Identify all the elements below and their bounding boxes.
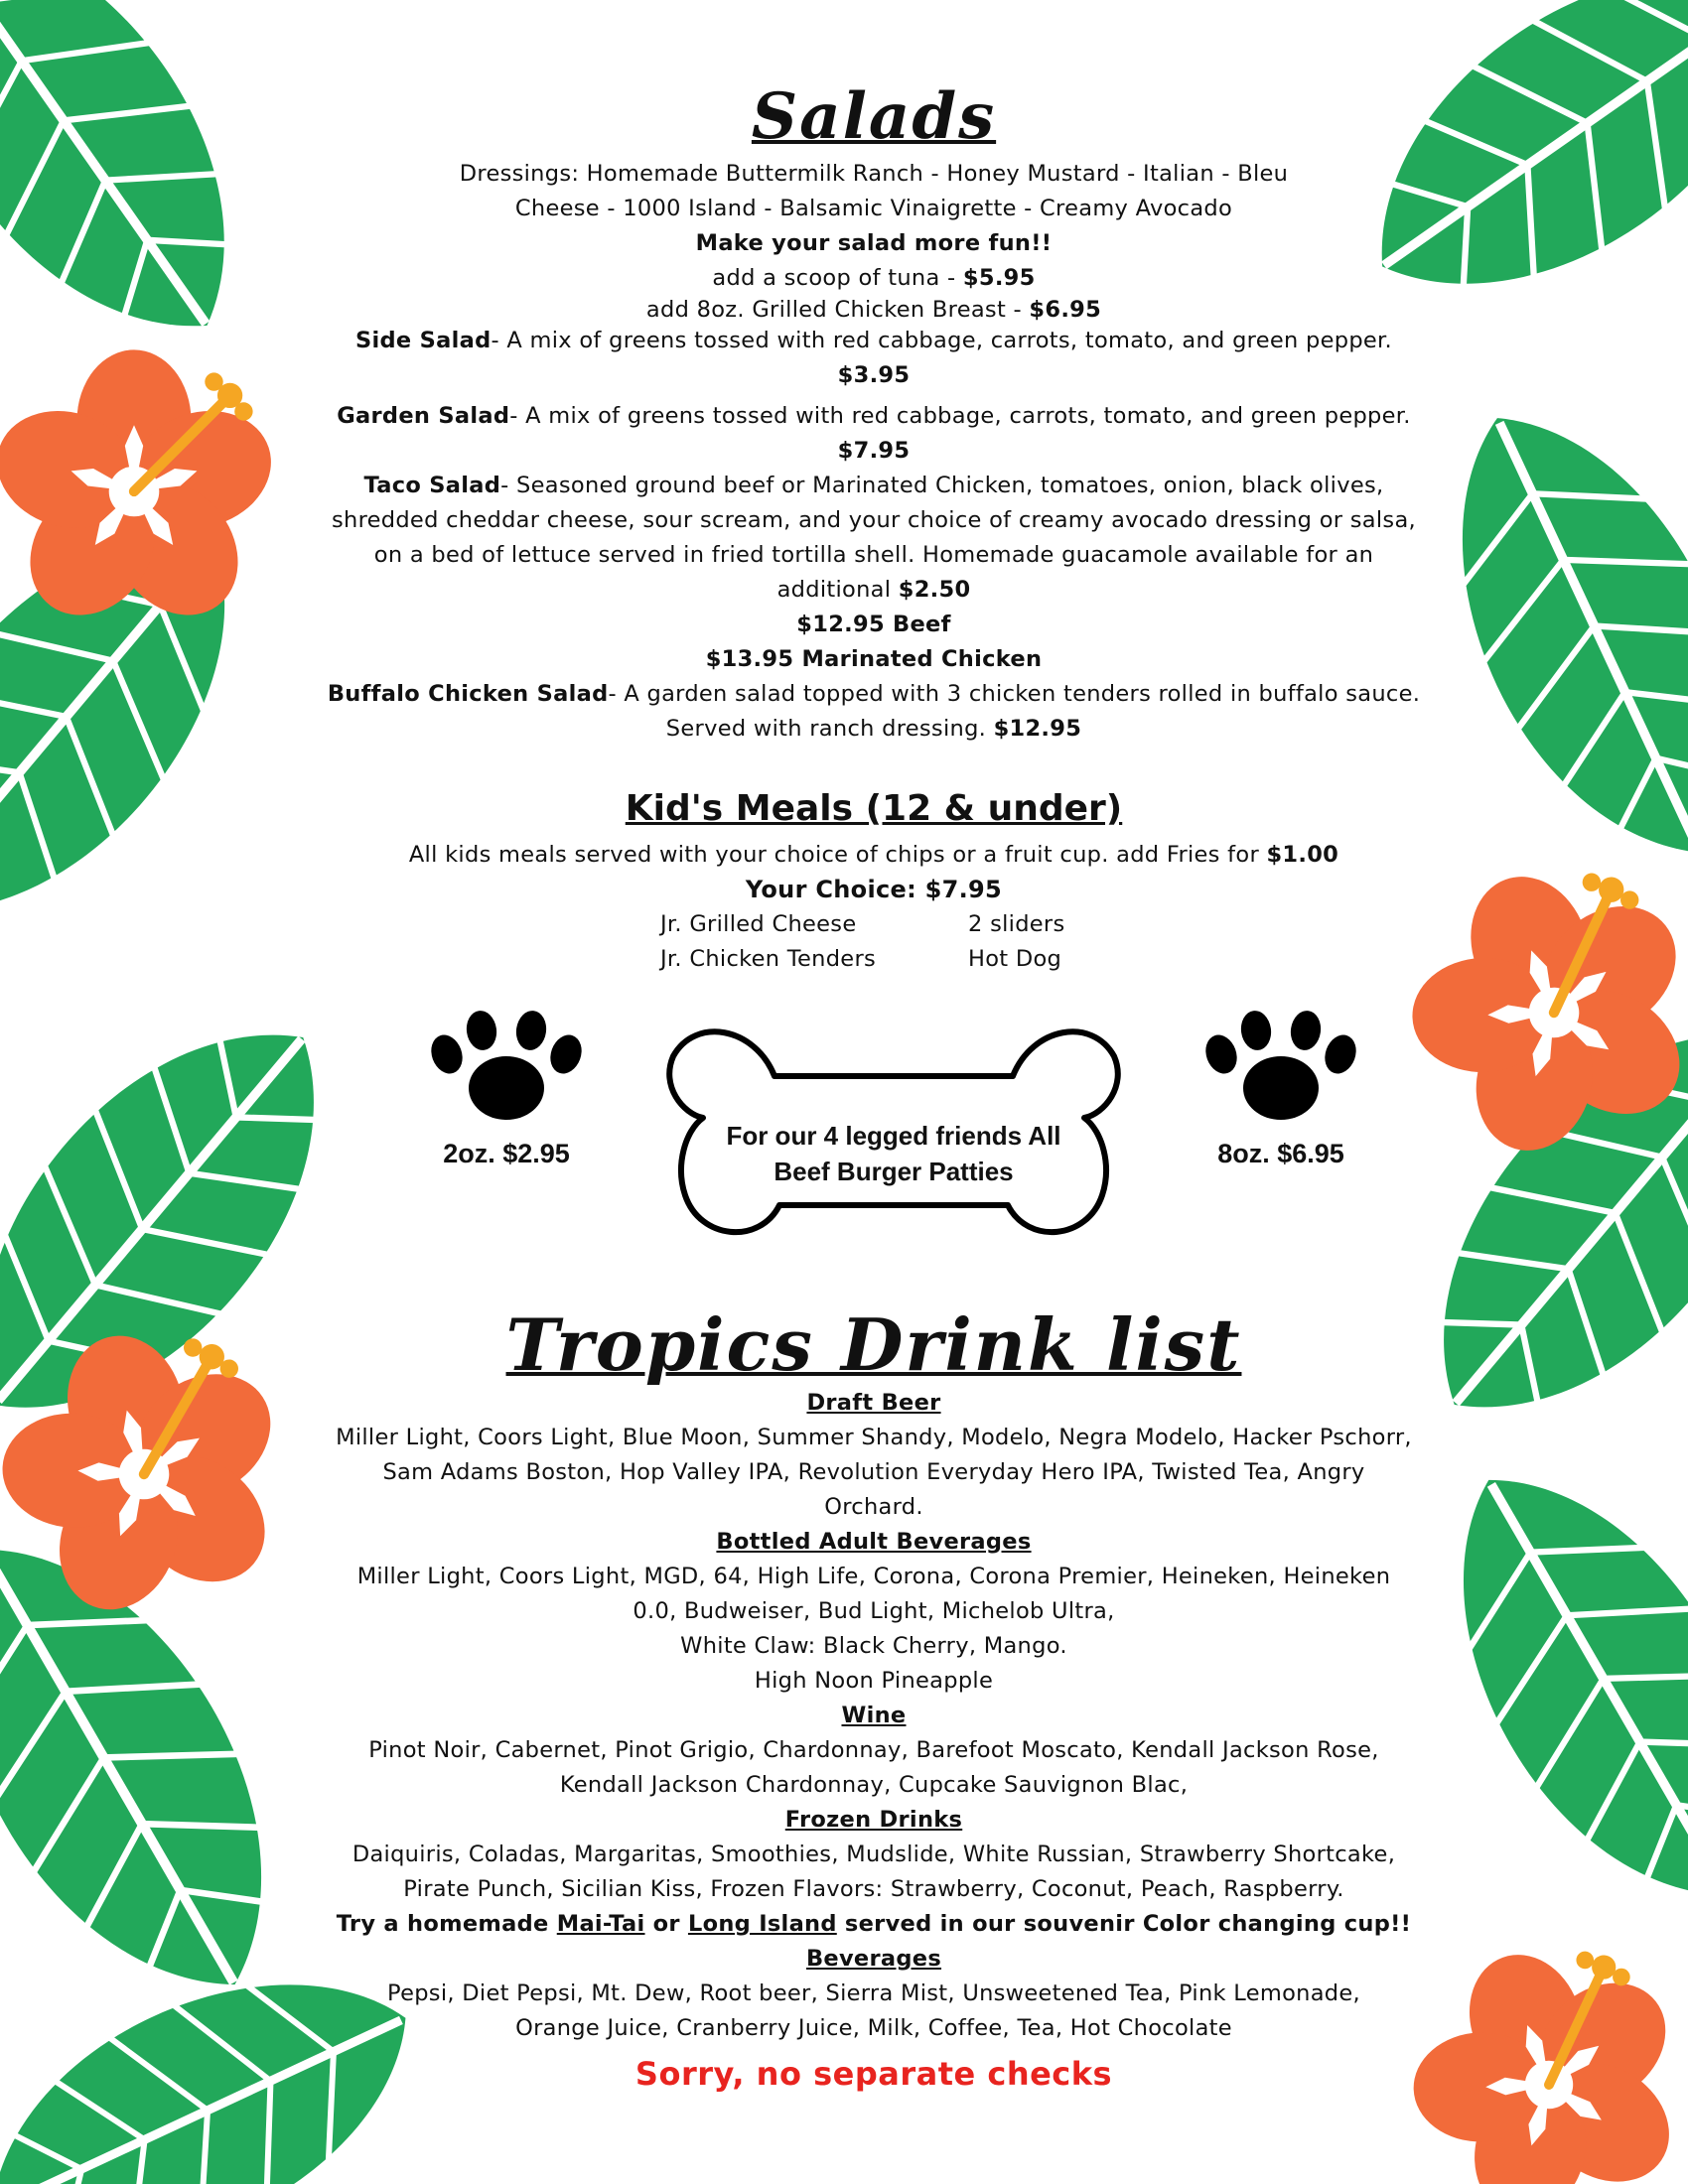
garden-salad-desc: Garden Salad- A mix of greens tossed with red cabbage, carrots, tomato, and green pepper. — [337, 403, 1411, 429]
wine-line-2: Kendall Jackson Chardonnay, Cupcake Sauvignon Blac, — [559, 1772, 1189, 1798]
dog-patty-text — [655, 1118, 1132, 1189]
frozen-heading: Frozen Drinks — [784, 1807, 963, 1833]
kids-meals-desc: All kids meals served with your choice of chips or a fruit cup. add Fries for $1.00 — [408, 842, 1339, 868]
taco-salad-desc-1: Taco Salad- Seasoned ground beef or Marinated Chicken, tomatoes, onion, black olives, — [363, 473, 1384, 498]
dressings-line-2: Cheese - 1000 Island - Balsamic Vinaigrette - Creamy Avocado — [514, 196, 1233, 221]
draft-beer-line-1: Miller Light, Coors Light, Blue Moon, Summer Shandy, Modelo, Negra Modelo, Hacker Pschorr, — [336, 1425, 1412, 1450]
salads-title: Salads — [751, 79, 997, 154]
taco-salad-desc-3: on a bed of lettuce served in fried tortilla shell. Homemade guacamole available for an — [373, 542, 1374, 568]
souvenir-cup-line: Try a homemade Mai-Tai or Long Island served in our souvenir Color changing cup!! — [336, 1911, 1412, 1937]
no-separate-checks-notice: Sorry, no separate checks — [634, 2055, 1113, 2093]
taco-salad-desc-4: additional $2.50 — [776, 577, 971, 603]
large-patty-block — [1182, 1011, 1380, 1169]
dog-text-line-2: Beef Burger Patties — [774, 1157, 1014, 1186]
dog-text-line-1: For our 4 legged friends All — [726, 1121, 1061, 1151]
kids-items — [268, 907, 1479, 977]
bottled-line-3: White Claw: Black Cherry, Mango. — [680, 1633, 1067, 1659]
wine-heading: Wine — [841, 1703, 907, 1728]
dog-menu-section — [268, 1007, 1479, 1304]
add-tuna-line: add a scoop of tuna - $5.95 — [712, 265, 1036, 291]
beverages-line-1: Pepsi, Diet Pepsi, Mt. Dew, Root beer, Sierra Mist, Unsweetened Tea, Pink Lemonade, — [387, 1980, 1360, 2006]
bottled-line-1: Miller Light, Coors Light, MGD, 64, High Life, Corona, Corona Premier, Heineken, Heineken — [356, 1564, 1391, 1589]
menu-content — [268, 0, 1479, 2096]
bottled-line-2: 0.0, Budweiser, Bud Light, Michelob Ultra, — [633, 1598, 1115, 1624]
paw-print-icon — [427, 1011, 586, 1125]
frozen-line-1: Daiquiris, Coladas, Margaritas, Smoothies, Mudslide, White Russian, Strawberry Shortcake, — [352, 1842, 1396, 1867]
taco-salad-chicken-price: $13.95 Marinated Chicken — [705, 646, 1043, 672]
draft-beer-line-3: Orchard. — [824, 1494, 923, 1520]
beverages-line-2: Orange Juice, Cranberry Juice, Milk, Coffee, Tea, Hot Chocolate — [515, 2015, 1232, 2041]
kids-item: Jr. Chicken Tenders — [660, 946, 877, 972]
side-salad-price: $3.95 — [837, 362, 911, 388]
buffalo-salad-desc-1: Buffalo Chicken Salad- A garden salad topped with 3 chicken tenders rolled in buffalo sauce. — [327, 681, 1421, 707]
bottled-heading: Bottled Adult Beverages — [716, 1529, 1032, 1555]
small-patty-block — [407, 1011, 606, 1169]
buffalo-salad-desc-2: Served with ranch dressing. $12.95 — [665, 716, 1082, 742]
add-chicken-line: add 8oz. Grilled Chicken Breast - $6.95 — [645, 297, 1102, 323]
kids-item: Hot Dog — [968, 946, 1062, 972]
wine-line-1: Pinot Noir, Cabernet, Pinot Grigio, Chardonnay, Barefoot Moscato, Kendall Jackson Rose, — [368, 1737, 1379, 1763]
draft-beer-line-2: Sam Adams Boston, Hop Valley IPA, Revolution Everyday Hero IPA, Twisted Tea, Angry — [382, 1459, 1365, 1485]
salad-fun-heading: Make your salad more fun!! — [695, 230, 1053, 256]
large-patty-price: 8oz. $6.95 — [1217, 1139, 1344, 1168]
paw-print-icon — [1201, 1011, 1360, 1125]
frozen-line-2: Pirate Punch, Sicilian Kiss, Frozen Flavors: Strawberry, Coconut, Peach, Raspberry. — [403, 1876, 1344, 1902]
draft-beer-heading: Draft Beer — [806, 1390, 941, 1416]
kids-item: 2 sliders — [968, 911, 1065, 937]
kids-choice-price: Your Choice: $7.95 — [745, 876, 1003, 903]
small-patty-price: 2oz. $2.95 — [443, 1139, 570, 1168]
taco-salad-beef-price: $12.95 Beef — [796, 612, 951, 637]
kids-item: Jr. Grilled Cheese — [660, 911, 857, 937]
beverages-heading: Beverages — [805, 1946, 942, 1972]
drink-list-title: Tropics Drink list — [505, 1302, 1242, 1387]
kids-meals-title: Kid's Meals (12 & under) — [625, 788, 1123, 829]
bottled-line-4: High Noon Pineapple — [754, 1668, 994, 1694]
taco-salad-desc-2: shredded cheddar cheese, sour scream, and your choice of creamy avocado dressing or salsa, — [331, 507, 1416, 533]
dressings-line-1: Dressings: Homemade Buttermilk Ranch - Honey Mustard - Italian - Bleu — [459, 161, 1289, 187]
side-salad-desc: Side Salad- A mix of greens tossed with red cabbage, carrots, tomato, and green pepper. — [355, 328, 1392, 353]
garden-salad-price: $7.95 — [837, 438, 911, 464]
